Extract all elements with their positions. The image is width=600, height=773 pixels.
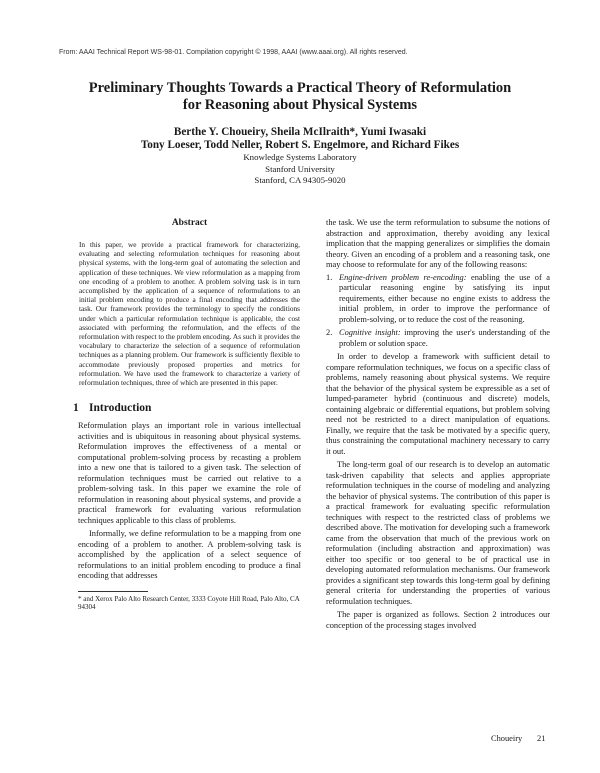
reason-text: enabling the use of a particular reasoning engine by satisfying its input requirements, either because no engine exists to address the initial problem, in order to improve the performance of problem-solving, or to reduce the cost of the reasoning. <box>339 272 550 324</box>
right-column <box>326 218 550 631</box>
paper-title <box>40 80 560 114</box>
reason-lead: Engine-driven problem re-encoding: <box>339 272 467 282</box>
reason-marker: 2. <box>326 328 333 337</box>
intro-paragraph-2: Informally, we define reformulation to be a mapping from one encoding of a problem to another. A problem-solving task is accomplished by the application of a select sequence of reformulations to an initial problem encoding to produce a final encoding that addresses <box>78 529 301 581</box>
authors-line-1: Berthe Y. Choueiry, Sheila McIlraith*, Yumi Iwasaki <box>173 126 427 138</box>
title-line-1: Preliminary Thoughts Towards a Practical Theory of Reformulation <box>88 80 512 96</box>
section-heading-introduction <box>73 402 301 414</box>
affiliation <box>40 152 560 187</box>
reason-item <box>326 328 550 349</box>
right-paragraph-3: The long-term goal of our research is to develop an automatic task-driven capability that selects and applies appropriate reformulation techniques in the course of modeling and analyzing the behavior of physical systems. The contribution of this paper is a practical framework for evaluating specific reformulation techniques with respect to the restricted class of problems we described above. The motivation for developing such a framework came from the observation that much of the previous work on reformulation (including abstraction and approximation) was either too specific or too general to be of practical use in developing automated reformulation mechanisms. Our framework provides a significant step towards this long-term goal by defining general criteria for understanding the properties of various reformulation techniques. <box>326 460 550 606</box>
left-column <box>73 218 301 612</box>
abstract-text: In this paper, we provide a practical framework for characterizing, evaluating and selecting reformulation techniques for reasoning about physical systems, with the long-term goal of automating the selection and application of these techniques. We view reformulation as a mapping from one encoding of a problem to another. A problem solving task is in turn accomplished by the application of a sequence of reformulations to an initial problem encoding to produce a final encoding that addresses the task. Our framework provides the terminology to specify the conditions under which a particular reformulation technique is applicable, the cost associated with performing the reformulation, and the effects of the reformulation with respect to the problem encoding. As such it provides the vocabulary to characterize the selection of a sequence of reformulation techniques as a planning problem. Our framework is sufficiently flexible to accommodate previously proposed properties and metrics for reformulation. We have used the framework to characterize a variety of reformulation techniques, three of which are presented in this paper. <box>79 240 300 388</box>
footnote-divider <box>78 591 148 592</box>
right-paragraph-1: the task. We use the term reformulation to subsume the notions of abstraction and approximation, thereby avoiding any lexical implication that the mapping generalizes or simplifies the domain theory. Given an encoding of a problem and a reasoning task, one may choose to reformulate for any of the following reasons: <box>326 218 550 269</box>
footnote: * and Xerox Palo Alto Research Center, 3333 Coyote Hill Road, Palo Alto, CA 94304 <box>78 594 300 612</box>
right-paragraph-2: In order to develop a framework with sufficient detail to compare reformulation techniques, we focus on a specific class of problems, namely reasoning about physical systems. We require that the behavior of the physical system be expressible as a set of lumped-parameter hybrid (continuous and discrete) models, containing algebraic or differential equations, but problem solving need not be restricted to a direct manipulation of equations. Finally, we require that the task be motivated by a specific query, thus constraining the computational machinery necessary to carry it out. <box>326 352 550 456</box>
running-footer-author: Choueiry <box>491 734 523 743</box>
title-line-2: for Reasoning about Physical Systems <box>182 97 418 113</box>
affiliation-university: Stanford University <box>265 163 335 174</box>
copyright-header: From: AAAI Technical Report WS-98-01. Compilation copyright © 1998, AAAI (www.aaai.org). All rights reserved. <box>59 49 408 56</box>
section-number: 1 <box>73 402 79 415</box>
reason-text: improving the user's understanding of the problem or solution space. <box>339 328 550 348</box>
reason-item <box>326 273 550 326</box>
section-title: Introduction <box>89 402 152 415</box>
reason-list <box>326 273 550 350</box>
author-list <box>40 126 560 152</box>
reason-lead: Cognitive insight: <box>339 328 401 337</box>
right-paragraph-4: The paper is organized as follows. Section 2 introduces our conception of the processing stages involved <box>326 610 550 630</box>
intro-paragraph-1: Reformulation plays an important role in various intellectual activities and is ubiquitous in reasoning about physical systems. Reformulation improves the effectiveness of a mental or computational problem-solving process by recasting a problem into a new one that is tailored to a given task. The selection of reformulation techniques must be carried out relative to a problem-solving task. In this paper we examine the role of reformulation in reasoning about physical systems, and provide a practical framework for evaluating various reformulation techniques applicable to this class of problems. <box>78 421 301 525</box>
page-number: 21 <box>537 734 546 743</box>
affiliation-lab: Knowledge Systems Laboratory <box>243 152 357 162</box>
authors-line-2: Tony Loeser, Todd Neller, Robert S. Engelmore, and Richard Fikes <box>140 139 460 151</box>
reason-marker: 1. <box>326 272 333 282</box>
affiliation-city: Stanford, CA 94305-9020 <box>254 175 346 185</box>
abstract-heading: Abstract <box>171 218 208 228</box>
